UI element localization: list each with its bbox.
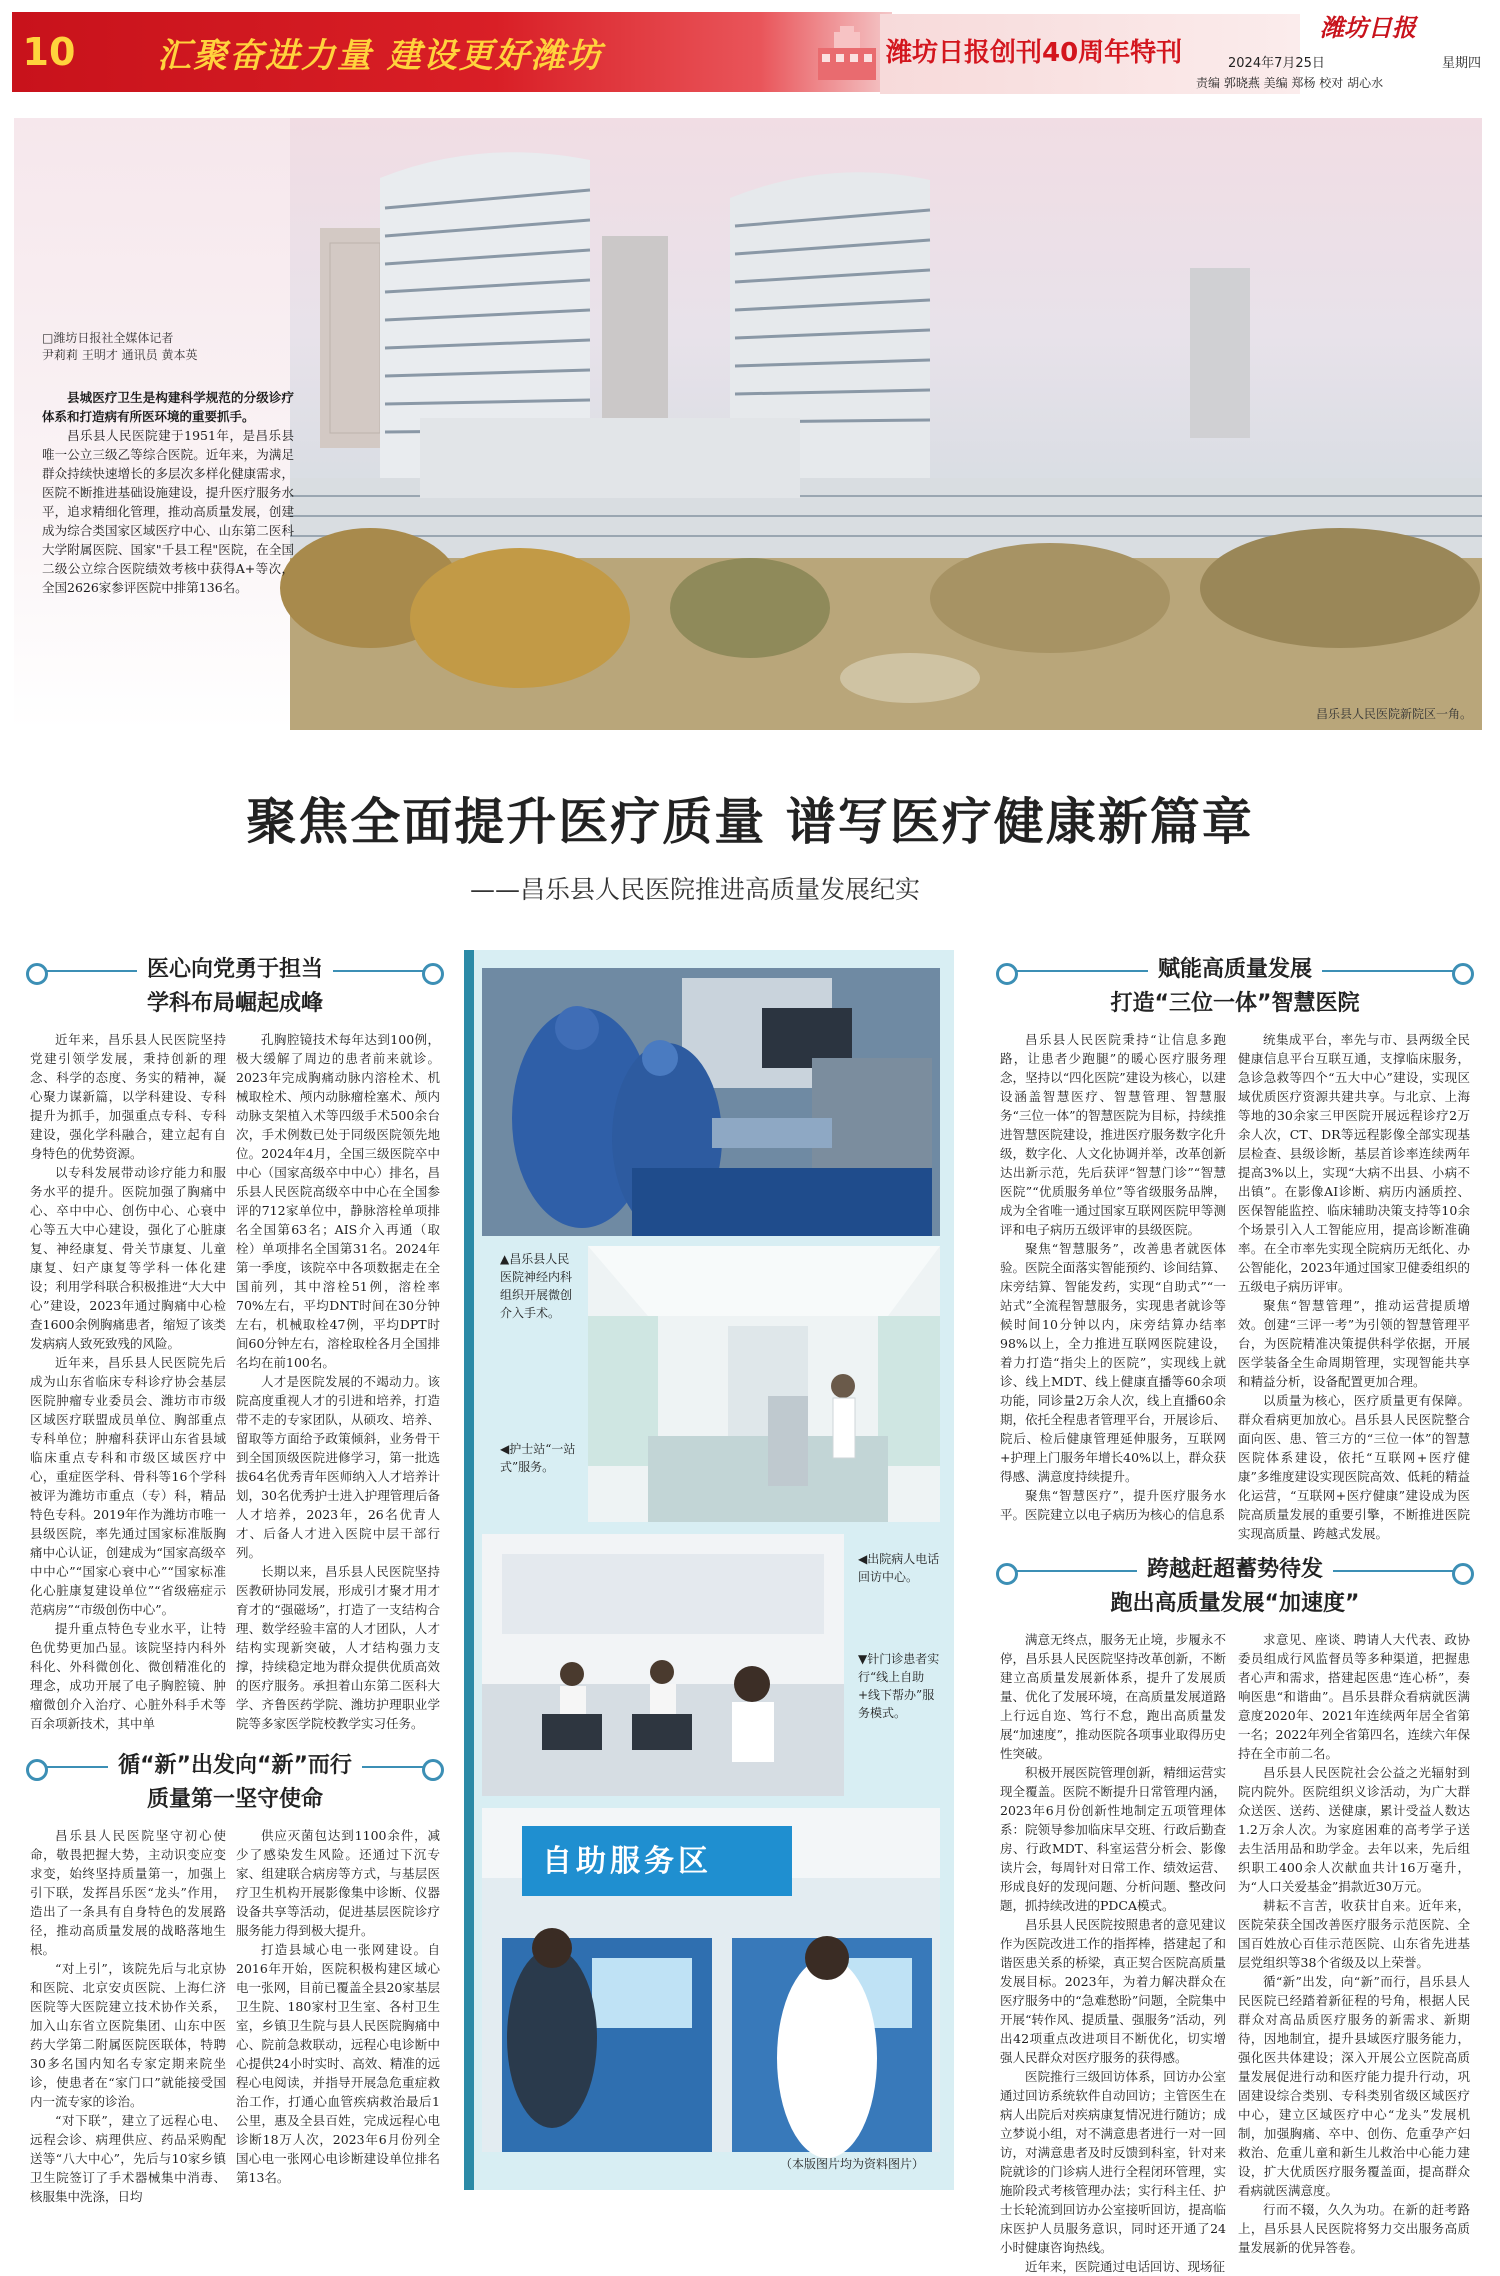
editor-credits: 责编 郭晓燕 美编 郑杨 校对 胡心水: [1196, 76, 1384, 90]
section-2-column-a: [30, 1826, 226, 2204]
paragraph: 昌乐县人民医院社会公益之光辐射到院内院外。医院组织义诊活动，为广大群众送医、送药、送健康，累计受益人数达1.2万余人次。为家庭困难的高考学子送去生活用品和助学金。去年以来，先后组织职工400余人次献血共计16万毫升，为“人口关爱基金”捐款近30万元。: [1238, 1765, 1470, 1894]
intro-body: 昌乐县人民医院建于1951年，是昌乐县唯一公立三级乙等综合医院。近年来，为满足群众持续快速增长的多层次多样化健康需求，医院不断推进基础设施建设，提升医疗服务水平，追求精细化管理，推动高质量发展，创建成为综合类国家区域医疗中心、山东第二医科大学附属医院、国家"千县工程"医院，在全国二级公立综合医院绩效考核中获得A+等次，全国2626家参评医院中排第136名。: [42, 428, 294, 595]
paragraph: 昌乐县人民医院坚守初心使命，敬畏把握大势，主动识变应变求变，始终坚持质量第一，加强上引下联，发挥昌乐医“龙头”作用，造出了一条具有自身特色的发展路径，推动高质量发展的战略落地生根。: [30, 1828, 226, 1957]
paragraph: 提升重点特色专业水平，让特色优势更加凸显。该院坚持内科外科化、外科微创化、微创精准化的理念，成功开展了电子胸腔镜、肿瘤微创介入治疗、心脏外科手术等百余项新技术，其中单: [30, 1621, 226, 1731]
paragraph: 昌乐县人民医院按照患者的意见建议作为医院改进工作的指挥棒，搭建起了和谐医患关系的桥梁，真正契合医院高质量发展目标。2023年，为着力解决群众在医疗服务中的“急难愁盼”问题，全院集中开展“转作风、提质量、强服务”活动，列出42项重点改进项目不断优化，切实增强人民群众对医疗服务的获得感。: [1000, 1917, 1226, 2065]
paragraph: 满意无终点，服务无止境，步履永不停，昌乐县人民医院坚持改革创新，不断建立高质量发展新体系，提升了发展质量、优化了发展环境，在高质量发展道路上行远自迩、笃行不怠，跑出高质量发展“加速度”，推动医院各项事业取得历史性突破。: [1000, 1632, 1226, 1761]
special-issue-title: 潍坊日报创刊40周年特刊: [886, 38, 1183, 68]
masthead-slogan: 汇聚奋进力量 建设更好潍坊: [157, 36, 603, 76]
photo-source-note: （本版图片均为资料图片）: [780, 2157, 925, 2171]
section-3-title-line1: 赋能高质量发展: [1148, 957, 1322, 982]
paragraph: 近年来，医院通过电话回访、现场征: [1025, 2259, 1226, 2274]
paragraph: 人才是医院发展的不竭动力。该院高度重视人才的引进和培养，打造带不走的专家团队，从硕攻、培养、留取等方面给予政策倾斜，业务骨干到全国顶级医院进修学习，第一批选拔64名优秀青年医师纳入人才培养计划，30名优秀护士进入护理管理后备人才培养，2023年，26名优青人才、后备人才进入医院中层干部行列。: [236, 1374, 440, 1560]
nurse-station-photo: [588, 1246, 940, 1522]
paragraph: 医院推行三级回访体系，回访办公室通过回访系统软件自动回访；主管医生在病人出院后对疾病康复情况进行随访；成立梦说小组，对不满意患者进行一对一回访，对满意患者及时反馈到科室，针对来院就诊的门诊病人进行全程闭环管理，实施阶段式考核管理办法；实行科主任、护士长轮流到回访办公室接听回访，提高临床医护人员服务意识，同时还开通了24小时健康咨询热线。: [1000, 2069, 1226, 2255]
section-4-column-a: [1000, 1630, 1226, 2274]
sub-headline: ——昌乐县人民医院推进高质量发展纪实: [470, 875, 921, 904]
callback-center-illustration: [482, 1534, 844, 1796]
section-3-column-b: [1238, 1030, 1470, 1541]
section-1-title-line1: 医心向党勇于担当: [137, 957, 333, 982]
paragraph: 以专科发展带动诊疗能力和服务水平的提升。医院加强了胸痛中心、卒中中心、创伤中心、心衰中心等五大中心建设，强化了心脏康复、神经康复、骨关节康复、儿童康复、妇产康复等学科一体化建设；利用学科联合积极推进“大大中心”建设，2023年通过胸痛中心检查1600余例胸痛患者，缩短了该类发病病人致死致残的风险。: [30, 1165, 226, 1351]
paragraph: 聚焦“智慧服务”，改善患者就医体验。医院全面落实智能预约、诊间结算、床旁结算、智能发药，实现“自助式”“一站式”全流程智慧服务，实现患者就诊等候时间10分钟以内，床旁结算办结率98%以上，全力推进互联网医院建设，着力打造“指尖上的医院”，实现线上就诊、线上MDT、线上健康直播等60余项功能，同诊量2万余人次，线上直播60余期，依托全程患者管理平台，开展诊后、院后、检后健康管理延伸服务，互联网+护理上门服务年增长40%以上，群众获得感、满意度持续提升。: [1000, 1241, 1226, 1484]
hospital-buildings-illustration: [290, 118, 1482, 730]
surgery-scene-illustration: [482, 968, 940, 1236]
section-1-title-line2: 学科布局崛起成峰: [146, 991, 323, 1016]
issue-weekday: 星期四: [1442, 56, 1482, 71]
paragraph: 耕耘不言苦，收获甘自来。近年来，医院荣获全国改善医疗服务示范医院、全国百姓放心百佳示范医院、山东省先进基层党组织等38个省级及以上荣誉。: [1238, 1898, 1470, 1970]
paragraph: 行而不辍，久久为功。在新的赶考路上，昌乐县人民医院将努力交出服务高质量发展新的优异答卷。: [1238, 2202, 1470, 2255]
section-2-column-b: [236, 1826, 440, 2185]
paragraph: “对上引”，该院先后与北京协和医院、北京安贞医院、上海仁济医院等大医院建立技术协作关系，加入山东省立医院集团、山东中医药大学第二附属医院医联体，特聘30多名国内知名专家定期来院坐诊，使患者在“家门口”就能接受国内一流专家的诊治。: [30, 1961, 226, 2109]
paragraph: 供应灭菌包达到1100余件，减少了感染发生风险。还通过下沉专家、组建联合病房等方式，与基层医疗卫生机构开展影像集中诊断、仪器设备共享等活动，促进基层医院诊疗服务能力得到极大提升。: [236, 1828, 440, 1938]
hospital-campus-photo: [290, 118, 1482, 730]
paragraph: 循“新”出发，向“新”而行，昌乐县人民医院已经踏着新征程的号角，根据人民群众对高品质医疗服务的新需求、新期待，因地制宜，提升县域医疗服务能力，强化医共体建设；深入开展公立医院高质量发展促进行动和医疗能力提升行动，巩固建设综合类别、专科类别省级区域医疗中心，建立区域医疗中心“龙头”发展机制，加强胸痛、卒中、创伤、危重孕产妇救治、危重儿童和新生儿救治中心能力建设，扩大优质医疗服务覆盖面，提高群众看病就医满意度。: [1238, 1974, 1470, 2198]
paragraph: 长期以来，昌乐县人民医院坚持医教研协同发展，形成引才聚才用才育才的“强磁场”，打造了一支结构合理、数学经验丰富的人才团队，人才结构实现新突破，人才结构强力支撑，持续稳定地为群众提供优质高效的医疗服务。承担着山东第二医科大学、齐鲁医药学院、潍坊护理职业学院等多家医学院校教学实习任务。: [236, 1564, 440, 1731]
intro-lead: 县城医疗卫生是构建科学规范的分级诊疗体系和打造病有所医环境的重要抓手。: [42, 390, 294, 424]
paragraph: 打造县域心电一张网建设。自2016年开始，医院积极构建区域心电一张网，目前已覆盖全县20家基层卫生院、180家村卫生室、各村卫生室，乡镇卫生院与县人民医院胸痛中心、院前急救联动，远程心电诊断中心提供24小时实时、高效、精准的远程心电阅读，并指导开展急危重症救治工作，打通心血管疾病救治最后1公里，惠及全县百姓，完成远程心电诊断18万人次，2023年6月份列全国心电一张网心电诊断建设单位排名第13名。: [236, 1942, 440, 2185]
hero-photo-caption: 昌乐县人民医院新院区一角。: [1315, 707, 1472, 721]
anniversary-logo-icon: [812, 26, 882, 86]
section-4-title-line1: 跨越赶超蓄势待发: [1137, 1557, 1333, 1582]
photo-caption-1: ▲昌乐县人民医院神经内科组织开展微创介入手术。: [500, 1252, 573, 1320]
paragraph: 聚焦“智慧管理”，推动运营提质增效。创建“三评一考”为引领的智慧管理平台，为医院精准决策提供科学依据，开展医学装备全生命周期管理，实现智能共享和精益分析，设备配置更加合理。: [1238, 1298, 1470, 1389]
section-header-1: [30, 950, 440, 1020]
main-headline: 聚焦全面提升医疗质量 谱写医疗健康新篇章: [246, 792, 1254, 851]
photo-caption-3: ◀出院病人电话回访中心。: [858, 1552, 940, 1584]
section-header-3: [1000, 950, 1470, 1020]
paragraph: 求意见、座谈、聘请人大代表、政协委员组成行风监督员等多种渠道，把握患者心声和需求，搭建起医患“连心桥”，奏响医患“和谐曲”。昌乐县群众看病就医满意度2020年、2021年连续两年居全省第一名；2022年列全省第四名，连续六年保持在全市前二名。: [1238, 1632, 1470, 1761]
section-4-column-b: [1238, 1630, 1470, 2255]
paragraph: 以质量为核心，医疗质量更有保障。群众看病更加放心。昌乐县人民医院整合面向医、患、管三方的“三位一体”的智慧医院体系建设，依托“互联网+医疗健康”多维度建设实现医院高效、低耗的精益化运营，“互联网+医疗健康”建设成为医院高质量发展的重要引擎，不断推进医院实现高质量、跨越式发展。: [1238, 1393, 1470, 1541]
paragraph: 近年来，昌乐县人民医院先后成为山东省临床专科诊疗协会基层医院肿瘤专业委员会、潍坊市市级区域医疗联盟成员单位、胸部重点专科单位；肿瘤科获评山东省县域临床重点专科和市级区域医疗中心，重症医学科、骨科等16个学科被评为潍坊市重点（专）科，精品特色专科。2019年作为潍坊市唯一县级医院，率先通过国家标准版胸痛中心认证，创建成为“国家高级卒中中心”“国家心衰中心”“国家标准化心脏康复建设单位”“省级癌症示范病房”“市级创伤中心”。: [30, 1355, 226, 1617]
newspaper-brand: 潍坊日报: [1320, 14, 1416, 42]
kiosk-sign: 自助服务区: [542, 1844, 712, 1879]
reporter-line-1: □ 潍坊日报社全媒体记者: [42, 330, 197, 347]
section-4-title-line2: 跑出高质量发展“加速度”: [1110, 1591, 1360, 1616]
photo-caption-4: ▼针门诊患者实行“线上自助+线下帮办”服务模式。: [858, 1652, 940, 1720]
paragraph: 昌乐县人民医院秉持“让信息多跑路，让患者少跑腿”的暖心医疗服务理念，坚持以“四化医院”建设为核心，以建设涵盖智慧医疗、智慧管理、智慧服务“三位一体”的智慧医院为目标，持续推进智慧医院建设，推进医疗服务数字化升级，数字化、人文化协调并举，改革创新达出新示范，先后获评“智慧门诊”“智慧医院”“优质服务单位”等省级服务品牌，成为全省唯一通过国家互联网医院甲等测评和电子病历五级评审的县级医院。: [1000, 1032, 1226, 1237]
section-3-column-a: [1000, 1030, 1226, 1530]
section-header-4: [1000, 1550, 1470, 1620]
section-header-2: [30, 1746, 440, 1816]
nurse-station-illustration: [588, 1246, 940, 1522]
section-2-title-line1: 循“新”出发向“新”而行: [108, 1753, 362, 1778]
photo-caption-2: ◀护士站“一站式”服务。: [500, 1442, 576, 1474]
section-1-column-a: [30, 1030, 226, 1730]
intro-column: [42, 388, 294, 597]
self-service-photo: [482, 1808, 940, 2152]
paragraph: 统集成平台，率先与市、县两级全民健康信息平台互联互通，支撑临床服务，急诊急救等四个“五大中心”建设，实现区域优质医疗资源共建共享。与北京、上海等地的30余家三甲医院开展远程诊疗2万余人次，CT、DR等远程影像全部实现基层检查、县级诊断，基层首诊率连续两年提高3%以上，实现“大病不出县、小病不出镇”。在影像AI诊断、病历内涵质控、医保智能监控、临床辅助决策支持等10余个场景引入人工智能应用，提高诊断准确率。在全市率先实现全院病历无纸化、办公智能化，2023年通过国家卫健委组织的五级电子病历评审。: [1238, 1032, 1470, 1294]
page-number: 10: [22, 30, 76, 74]
section-3-title-line2: 打造“三位一体”智慧医院: [1110, 991, 1360, 1016]
masthead-banner: [12, 12, 892, 92]
paragraph: 积极开展医院管理创新，精细运营实现全覆盖。医院不断提升日常管理内涵，2023年6月份创新性地制定五项管理体系：院领导参加临床早交班、行政后勤查房、行政MDT、科室运营分析会、影像读片会，每周针对日常工作、绩效运营、形成良好的发现问题、分析问题、整改问题，抓持续改进的PDCA模式。: [1000, 1765, 1226, 1913]
section-1-column-b: [236, 1030, 440, 1730]
reporter-line-2: 尹莉莉 王明才 通讯员 黄本英: [42, 348, 198, 362]
paragraph: 聚焦“智慧医疗”，提升医疗服务水平。医院建立以电子病历为核心的信息系: [1000, 1488, 1226, 1522]
paragraph: “对下联”，建立了远程心电、远程会诊、病理供应、药品采购配送等“八大中心”，先后与10家乡镇卫生院签订了手术器械集中消毒、核服集中洗涤，日均: [30, 2113, 226, 2204]
section-2-title-line2: 质量第一坚守使命: [146, 1787, 323, 1812]
masthead: [0, 0, 1500, 100]
issue-date: 2024年7月25日: [1228, 56, 1325, 71]
surgery-photo: [482, 968, 940, 1236]
paragraph: 孔胸腔镜技术每年达到100例，极大缓解了周边的患者前来就诊。2023年完成胸痛动脉内溶栓术、机械取栓术、颅内动脉瘤栓塞术、颅内动脉支架植入术等四级手术500余台次，手术例数已处于同级医院领先地位。2024年4月，全国三级医院卒中中心（国家高级卒中中心）排名，昌乐县人民医院高级卒中中心在全国参评的712家单位中，静脉溶栓单项排名全国第63名；AIS介入再通（取栓）单项排名全国第31名。2024年第一季度，该院卒中各项数据走在全国前列，其中溶栓51例，溶栓率70%左右，平均DNT时间在30分钟左右，机械取栓47例，平均DPT时间60分钟左右，溶栓取栓各月全国排名均在前100名。: [236, 1032, 440, 1370]
callback-center-photo: [482, 1534, 844, 1796]
reporter-byline: [42, 330, 197, 364]
paragraph: 近年来，昌乐县人民医院坚持党建引领学发展，秉持创新的理念、科学的态度、务实的精神，凝心聚力谋新篇，以学科建设、专科提升为抓手，加强重点专科、专科建设，强化学科融合，建立起有自身特色的优势资源。: [30, 1032, 226, 1161]
